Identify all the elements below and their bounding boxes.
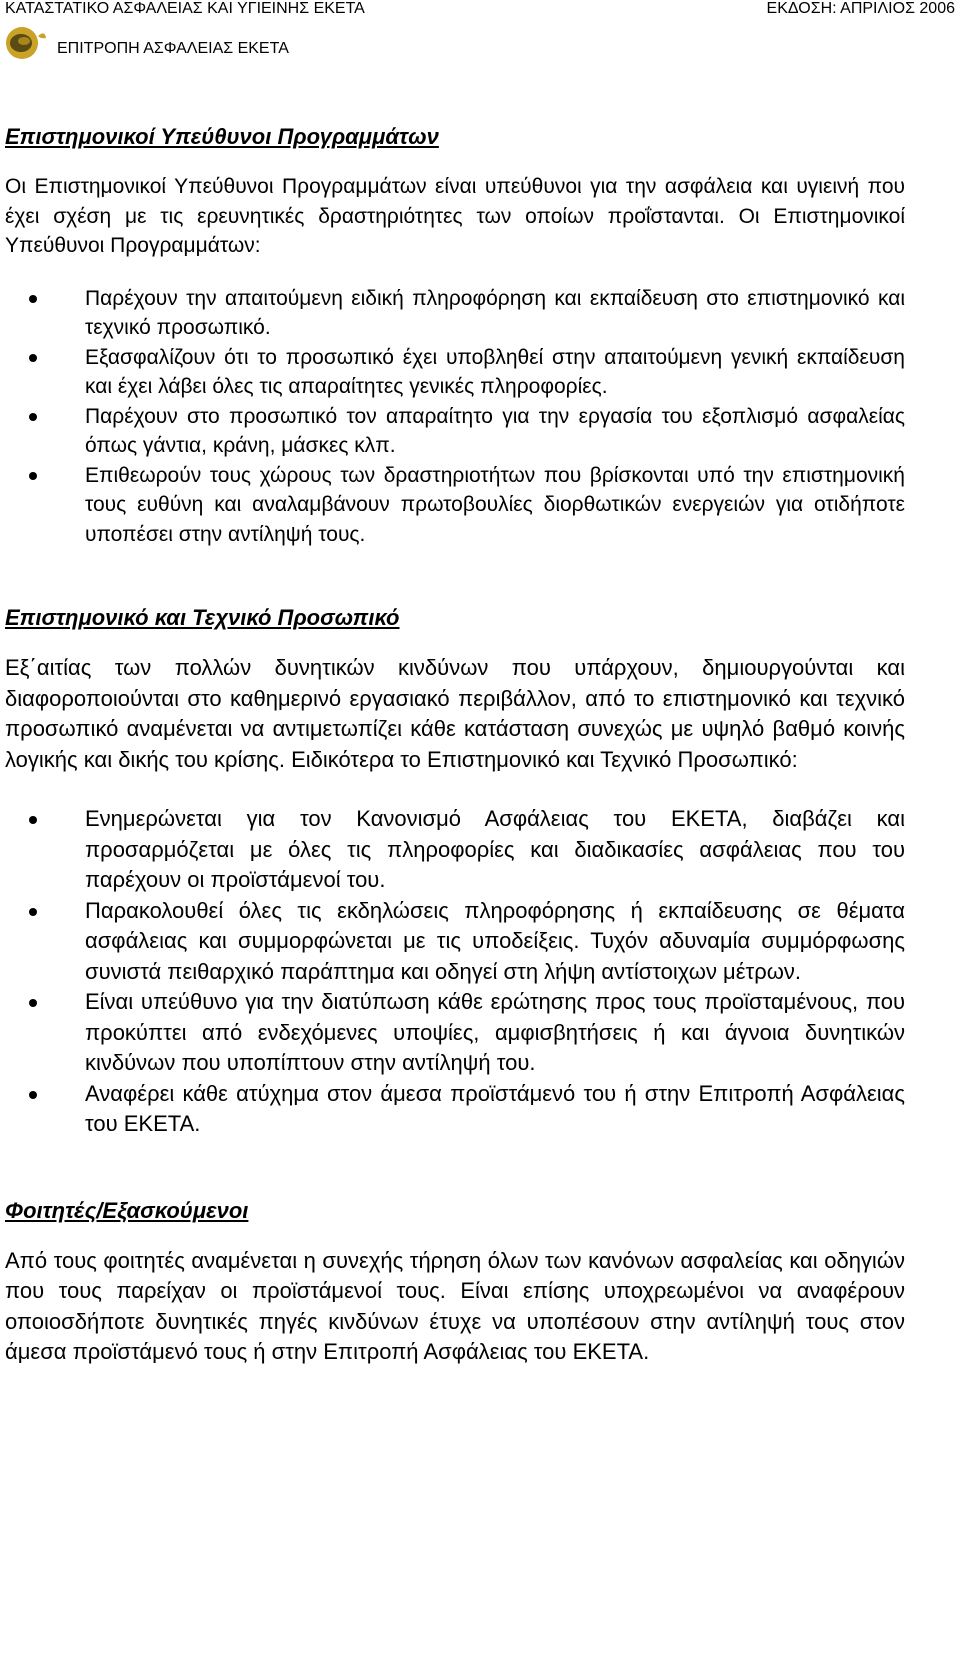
bullet-icon <box>29 472 37 480</box>
list-item <box>5 402 905 461</box>
list-item <box>5 284 905 343</box>
list-item-text: Ενημερώνεται για τον Κανονισμό Ασφάλειας του ΕΚΕΤΑ, διαβάζει και προσαρμόζεται με όλες τις πληροφορίες και διαδικασίες ασφάλειας που του παρέχουν οι προϊστάμενοί του. <box>85 806 905 892</box>
committee-name: ΕΠΙΤΡΟΠΗ ΑΣΦΑΛΕΙΑΣ ΕΚΕΤΑ <box>57 40 289 57</box>
bullet-icon <box>29 1091 37 1099</box>
list-item-text: Παρέχουν στο προσωπικό τον απαραίτητο για την εργασία του εξοπλισμό ασφαλείας όπως γάντια, κράνη, μάσκες κλπ. <box>85 404 905 457</box>
list-item-text: Παρέχουν την απαιτούμενη ειδική πληροφόρηση και εκπαίδευση στο επιστημονικό και τεχνικό προσωπικό. <box>85 286 905 339</box>
bullet-icon <box>29 816 37 824</box>
document-edition: ΕΚΔΟΣΗ: ΑΠΡΙΛΙΟΣ 2006 <box>766 0 955 17</box>
section-heading: Επιστημονικοί Υπεύθυνοι Προγραμμάτων <box>5 124 439 149</box>
list-item <box>5 461 905 550</box>
section-intro: Οι Επιστημονικοί Υπεύθυνοι Προγραμμάτων είναι υπεύθυνοι για την ασφάλεια και υγιεινή που έχει σχέση με τις ερευνητικές δραστηριότητες των οποίων προΐστανται. Οι Επιστημονικοί Υπεύθυνοι Προγραμμάτων: <box>5 175 905 257</box>
bullet-icon <box>29 413 37 421</box>
list-item-text: Αναφέρει κάθε ατύχημα στον άμεσα προϊστάμενό του ή στην Επιτροπή Ασφάλειας του ΕΚΕΤΑ. <box>85 1080 905 1136</box>
list-item-text: Επιθεωρούν τους χώρους των δραστηριοτήτων που βρίσκονται υπό την επιστημονική τους ευθύνη και αναλαμβάνουν πρωτοβουλίες διορθωτικών ενεργειών για οτιδήποτε υποπέσει στην αντίληψή τους. <box>85 463 905 546</box>
bullet-icon <box>29 354 37 362</box>
section-heading: Επιστημονικό και Τεχνικό Προσωπικό <box>5 605 400 630</box>
list-item-text: Εξασφαλίζουν ότι το προσωπικό έχει υποβληθεί στην απαιτούμενη γενική εκπαίδευση και έχει λάβει όλες τις απαραίτητες γενικές πληροφορίες. <box>85 345 905 398</box>
list-item-text: Είναι υπεύθυνο για την διατύπωση κάθε ερώτησης προς τους προϊσταμένους, που προκύπτει από ενδεχόμενες υποψίες, αμφισβητήσεις ή και άγνοια δυνητικών κινδύνων που υποπίπτουν στην αντίληψή του. <box>85 989 905 1075</box>
document-title: ΚΑΤΑΣΤΑΤΙΚΟ ΑΣΦΑΛΕΙΑΣ ΚΑΙ ΥΓΙΕΙΝΗΣ ΕΚΕΤΑ <box>5 0 365 17</box>
section-intro: Εξ΄αιτίας των πολλών δυνητικών κινδύνων που υπάρχουν, δημιουργούνται και διαφοροποιούνται στο καθημερινό εργασιακό περιβάλλον, από το επιστημονικό και τεχνικό προσωπικό αναμένεται να αντιμετωπίζει κάθε κατάσταση συνεχώς με υψηλό βαθμό κοινής λογικής και δικής του κρίσης. Ειδικότερα το Επιστημονικό και Τεχνικό Προσωπικό: <box>5 655 905 772</box>
page-header <box>5 0 955 60</box>
section-heading: Φοιτητές/Εξασκούμενοι <box>5 1197 249 1223</box>
olive-logo-icon <box>5 26 47 60</box>
bullet-list <box>5 284 905 550</box>
list-item <box>5 1079 905 1140</box>
document-body <box>5 122 905 1368</box>
bullet-icon <box>29 999 37 1007</box>
bullet-icon <box>29 908 37 916</box>
list-item-text: Παρακολουθεί όλες τις εκδηλώσεις πληροφόρησης ή εκπαίδευσης σε θέματα ασφάλειας και συμμορφώνεται με τις υποδείξεις. Τυχόν αδυναμία συμμόρφωσης συνιστά πειθαρχικό παράπτημα και οδηγεί στη λήψη αντίστοιχων μέτρων. <box>85 897 905 984</box>
list-item <box>5 987 905 1079</box>
list-item <box>5 896 905 988</box>
bullet-list <box>5 804 905 1140</box>
section-intro: Από τους φοιτητές αναμένεται η συνεχής τήρηση όλων των κανόνων ασφαλείας και οδηγιών που τους παρείχαν οι προϊστάμενοί τους. Είναι επίσης υποχρεωμένοι να αναφέρουν οποιοσδήποτε δυνητικές πηγές κινδύνων έτυχε να υποπέσουν στην αντίληψή τους στον άμεσα προϊστάμενό τους ή στην Επιτροπή Ασφάλειας του ΕΚΕΤΑ. <box>5 1247 905 1364</box>
list-item <box>5 343 905 402</box>
list-item <box>5 804 905 896</box>
bullet-icon <box>29 295 37 303</box>
